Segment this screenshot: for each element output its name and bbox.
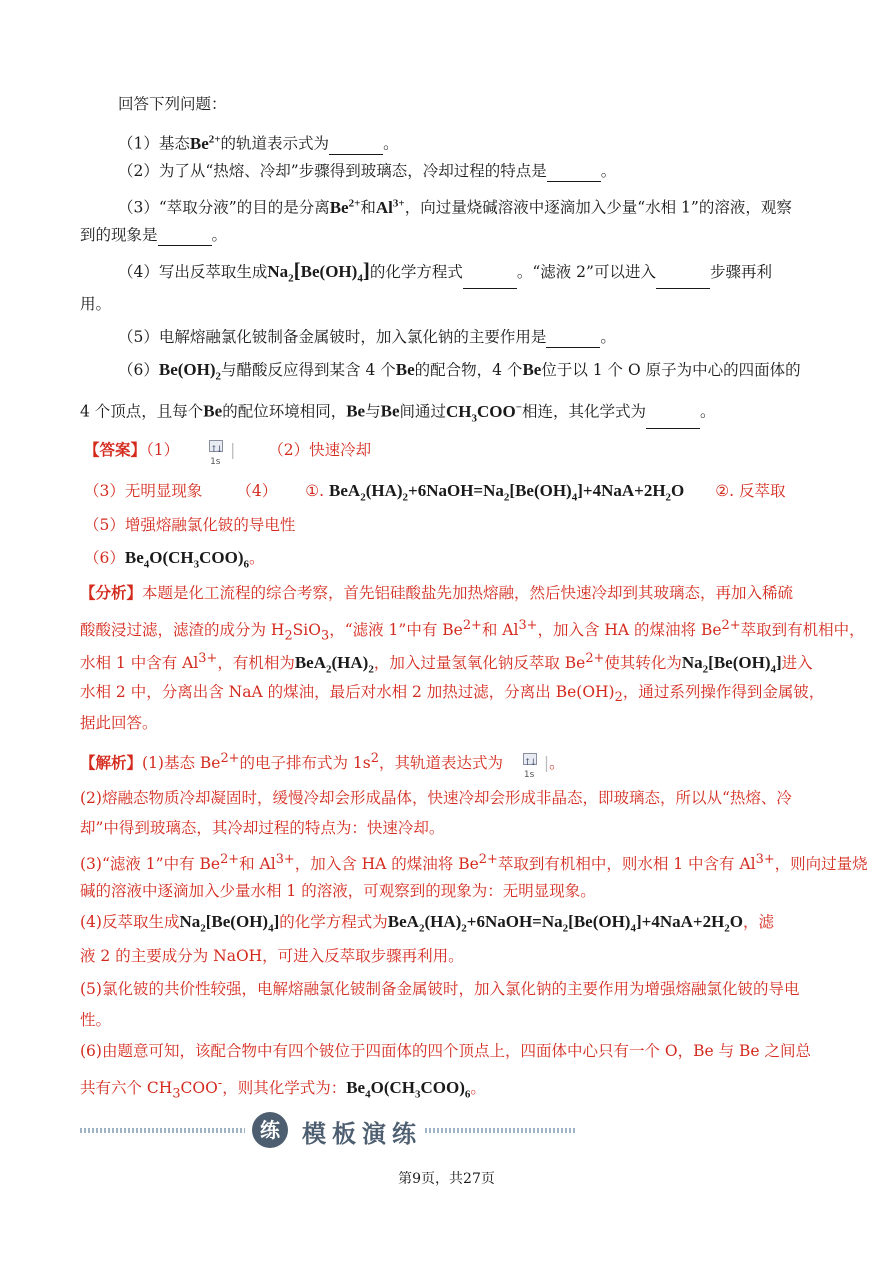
answer-blank [158,245,212,246]
q5-text: （5）电解熔融氯化铍制备金属铍时，加入氯化钠的主要作用是 [118,328,547,346]
question-4 [118,259,772,289]
q6-text3: 位于以 1 个 O 原子为中心的四面体的 [541,361,801,379]
solution-label: 【解析】 [80,753,143,773]
be-symbol: Be [395,360,415,379]
solution-line-11: 共有六个 $CH_3COO^-$，则其化学式为：$Be_4O(CH_3COO)_6$。 [80,1076,486,1102]
q3-text: （3）“萃取分液”的目的是分离 [118,198,330,217]
analysis-line-3: 水相 1 中含有 $Al^{3+}$，有机相为$BeA_2(HA)_2$，加入过量氢氧化钠反萃取 $Be^{2+}$使其转化为$Na_2[Be(OH)_4]$进入 [80,651,813,676]
answer-4-num: （4） [236,482,278,500]
orbital-diagram-icon: ↑↓ 1s [208,440,224,462]
q4-text4: 步骤再利 [709,263,772,281]
q1-text: （1）基态 [118,134,190,153]
al-ion: $Al^{3+}$ [375,197,405,217]
q6-l2-text2: 的配位环境相同， [222,402,347,421]
solution-line-2: (2)熔融态物质冷却凝固时，缓慢冷却会形成晶体，快速冷却会形成非晶态，即玻璃态，所以从“热熔、冷 [80,789,792,807]
answer-5: （5）增强熔融氯化铍的导电性 [84,516,296,534]
be-symbol: Be [346,401,366,421]
banner-title: 模板演练 [302,1119,422,1148]
complex-formula: $Na_2[Be(OH)_4]$ [267,258,370,285]
analysis-line-4: 水相 2 中，分离出含 NaA 的煤油，最后对水相 2 加热过滤，分离出 $Be(OH)_2$，通过系列操作得到金属铍， [80,683,825,706]
be-ion: $Be^{2+}$ [329,197,361,217]
solution-line-5: 碱的溶液中逐滴加入少量水相 1 的溶液，可观察到的现象为：无明显现象。 [80,882,596,900]
solution-line-10: (6)由题意可知，该配合物中有四个铍位于四面体的四个顶点上，四面体中心只有一个 O，Be 与 Be 之间总 [80,1042,812,1060]
q6-num: （6） [118,361,159,379]
be-symbol: Be [380,401,400,421]
analysis-label: 【分析】 [80,583,143,602]
reaction-equation: $BeA_2(HA)_2+6NaOH=Na_2[Be(OH)_4]+4NaA+2H_2O$ [329,481,685,504]
answer-blank [329,154,383,155]
answer-line-1: 【答案】（1） ↑↓ 1s | （2）快速冷却 [84,440,372,467]
answer-blank [656,288,710,289]
analysis-line-5: 据此回答。 [80,714,158,732]
answer-blank [547,181,601,182]
reaction-equation: $BeA_2(HA)_2+6NaOH=Na_2[Be(OH)_4]+4NaA+2H_2O$ [387,912,744,935]
answer-6-num: （6） [84,549,125,567]
banner-stripe-right [425,1128,575,1133]
q1-text2: 的轨道表示式为 [220,134,330,153]
q5-end: 。 [600,328,616,346]
answer-blank [646,428,700,429]
q6-l2-text3: 与 [365,402,381,421]
q1-end: 。 [383,134,399,153]
organic-phase-formula: $BeA_2(HA)_2$ [294,653,374,676]
answer-6-formula: $Be_4O(CH_3COO)_6$ [124,548,250,571]
q3-text2: ，向过量烧碱溶液中逐滴加入少量“水相 1”的溶液，观察 [404,198,792,217]
answer-line-2 [84,480,785,508]
banner-stripe-left [80,1128,245,1133]
q3-end: 。 [211,226,228,244]
question-6-line2 [80,396,716,429]
q6-text2: 的配合物，4 个 [414,361,523,379]
answer-6-formula: $Be_4O(CH_3COO)_6$ [346,1078,471,1101]
answer-6-end: 。 [249,549,265,567]
analysis-line-2: 酸酸浸过滤，滤渣的成分为 $H_2SiO_3$，“滤液 1”中有 $Be^{2+}$和 $Al^{3+}$，加入含 HA 的煤油将 $Be^{2+}$萃取到有机相中， [80,618,865,644]
solution-line-9: 性。 [80,1011,112,1029]
analysis-line-1 [80,582,793,604]
question-3 [118,192,792,219]
question-2 [118,160,616,182]
q6-l2-text: 4 个顶点，且每个 [80,402,204,421]
answer-blank [546,347,600,348]
intro-text: 回答下列问题： [118,95,227,113]
solution-line-8: (5)氯化铍的共价性较强，电解熔融氯化铍制备金属铍时，加入氯化钠的主要作用为增强熔融氯化铍的导电 [80,980,800,998]
q4-text2: 的化学方程式 [369,263,463,281]
solution-line-4: (3)“滤液 1”中有 $Be^{2+}$和 $Al^{3+}$，加入含 HA 的煤油将 $Be^{2+}$萃取到有机相中，则水相 1 中含有 $Al^{3+}$，则向过量烧 [80,852,868,874]
question-3-line2 [80,224,227,246]
be-ion: $Be^{2+}$ [189,133,221,153]
practice-badge-icon: 练 [252,1112,288,1148]
solution-line-6: (4)反萃取生成$Na_2[Be(OH)_4]$的化学方程式为$BeA_2(HA)_2+6NaOH=Na_2[Be(OH)_4]+4NaA+2H_2O$，滤 [80,912,775,935]
be-symbol: Be [522,360,542,379]
be-symbol: Be [203,401,223,421]
answer-blank [463,288,517,289]
acetate-formula: $CH_3COO^-$ [446,401,523,425]
q6-text: 与醋酸反应得到某含 4 个 [221,361,396,379]
answer-3: （3）无明显现象 [84,482,203,500]
orbital-diagram-icon: ↑↓ 1s [522,753,538,775]
answer-2: （2）快速冷却 [268,441,372,459]
q2-end: 。 [600,162,617,180]
complex-formula: $Na_2[Be(OH)_4]$ [681,653,782,676]
page-footer: 第9页，共27页 [398,1171,495,1187]
answer-4-part2: ②. 反萃取 [715,482,786,500]
be-hydroxide: $Be(OH)_2$ [158,360,222,383]
q6-end: 。 [700,402,716,421]
question-4-line2: 用。 [80,295,112,313]
answer-line-6 [84,547,265,575]
q6-l2-text4: 间通过 [399,402,447,421]
q4-text3: 。“滤液 2”可以进入 [516,263,656,281]
solution-line-3: 却”中得到玻璃态，其冷却过程的特点为：快速冷却。 [80,819,445,837]
question-5 [118,326,616,348]
answer-4-part1: ①. [305,482,325,500]
question-6 [118,359,801,387]
solution-line-7: 液 2 的主要成分为 NaOH，可进入反萃取步骤再利用。 [80,947,464,965]
answer-1-num: （1） [146,441,180,459]
solution-line-1: 【解析】(1)基态 $Be^{2+}$的电子排布式为 $1s^2$，其轨道表达式为 ↑↓ 1s |。 [80,751,565,781]
section-banner [80,1112,575,1148]
question-1 [118,128,399,155]
analysis-text: 本题是化工流程的综合考察，首先铝硅酸盐先加热熔融，然后快速冷却到其玻璃态，再加入稀硫 [142,584,794,602]
answer-label: 【答案】 [84,440,147,459]
q4-text: （4）写出反萃取生成 [118,263,268,281]
q2-text: （2）为了从“热熔、冷却”步骤得到玻璃态，冷却过程的特点是 [118,162,547,180]
q3-and: 和 [360,198,376,217]
complex-formula: $Na_2[Be(OH)_4]$ [179,912,280,935]
q6-l2-text5: 相连，其化学式为 [522,402,647,421]
q3-line2-text: 到的现象是 [80,226,158,244]
